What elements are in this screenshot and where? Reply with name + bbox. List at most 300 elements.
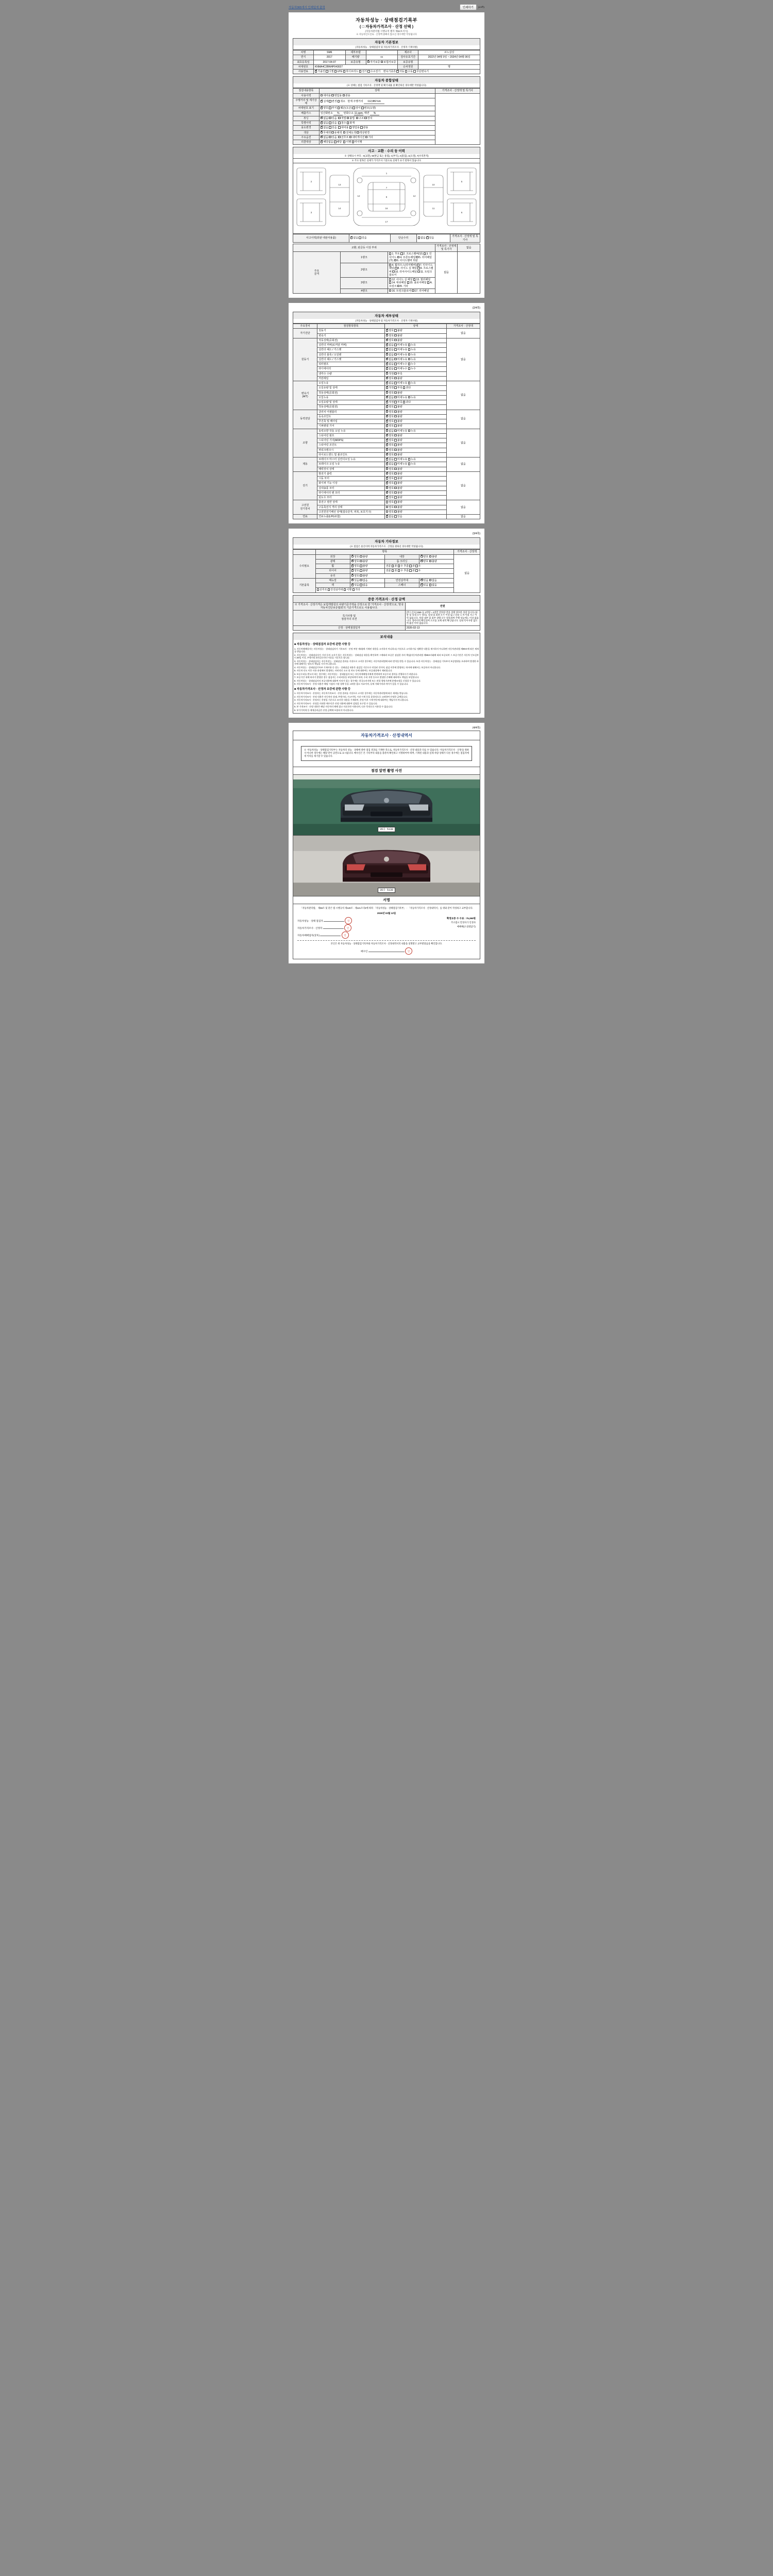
checkbox-selected[interactable]: [321, 122, 323, 124]
checkbox[interactable]: [343, 131, 346, 134]
checkbox[interactable]: [334, 141, 337, 143]
checkbox[interactable]: [408, 353, 411, 356]
option-label: 기타: [368, 135, 373, 139]
checkbox[interactable]: [408, 367, 411, 370]
checkbox-selected[interactable]: [386, 353, 389, 356]
checkbox-selected[interactable]: [321, 141, 323, 143]
checkbox[interactable]: [394, 382, 397, 384]
checkbox[interactable]: [408, 358, 411, 361]
checkbox-selected[interactable]: [386, 339, 389, 342]
checkbox-selected[interactable]: [351, 579, 354, 582]
checkbox[interactable]: [317, 588, 320, 591]
checkbox[interactable]: [389, 278, 392, 281]
item-options[interactable]: [384, 329, 446, 333]
checkbox[interactable]: [394, 396, 397, 399]
print-button[interactable]: 인쇄하기: [460, 4, 477, 10]
checkbox-selected[interactable]: [386, 392, 389, 394]
wheel-options[interactable]: [384, 564, 453, 569]
svg-text:17: 17: [385, 221, 388, 224]
checkbox-selected[interactable]: [351, 574, 354, 577]
item-label: 오일유량 및 상태: [317, 386, 385, 391]
checkbox[interactable]: [389, 252, 392, 255]
checkbox[interactable]: [343, 141, 346, 143]
checkbox[interactable]: [343, 94, 345, 97]
checkbox[interactable]: [338, 107, 340, 109]
checkbox[interactable]: [418, 236, 421, 239]
checkbox-selected[interactable]: [386, 439, 389, 442]
checkbox[interactable]: [359, 236, 361, 239]
checkbox-selected[interactable]: [351, 584, 354, 586]
checkbox-selected[interactable]: [421, 560, 423, 563]
parts-options[interactable]: [388, 278, 435, 289]
checkbox[interactable]: [405, 70, 408, 73]
checkbox[interactable]: [329, 136, 331, 139]
checkbox[interactable]: [394, 344, 397, 346]
checkbox-selected[interactable]: [386, 434, 389, 437]
item-options[interactable]: [350, 554, 384, 559]
item-options[interactable]: [384, 410, 446, 414]
checkbox[interactable]: [394, 420, 397, 422]
checkbox-selected[interactable]: [421, 584, 423, 586]
checkbox[interactable]: [403, 386, 406, 389]
checkbox-selected[interactable]: [386, 401, 389, 403]
checkbox[interactable]: [386, 511, 389, 513]
checkbox[interactable]: [394, 372, 397, 375]
checkbox[interactable]: [395, 267, 397, 269]
item-options[interactable]: [384, 352, 446, 357]
tire-options[interactable]: [384, 569, 453, 573]
checkbox[interactable]: [389, 281, 392, 284]
sign-field-value[interactable]: [324, 921, 344, 922]
item-options[interactable]: [384, 438, 446, 443]
checkbox[interactable]: [394, 259, 397, 262]
item-options[interactable]: [384, 510, 446, 514]
checkbox[interactable]: [394, 449, 397, 451]
checkbox[interactable]: [365, 136, 368, 139]
checkbox[interactable]: [416, 256, 418, 259]
checkbox[interactable]: [394, 377, 397, 380]
row-options[interactable]: [349, 234, 390, 243]
checkbox-selected[interactable]: [321, 136, 323, 139]
parts-options[interactable]: [388, 289, 435, 293]
item-options[interactable]: [384, 395, 446, 400]
item-options[interactable]: [384, 467, 446, 471]
checkbox-selected[interactable]: [386, 425, 389, 427]
checkbox[interactable]: [413, 278, 416, 281]
checkbox-selected[interactable]: [386, 449, 389, 451]
checkbox[interactable]: [329, 107, 331, 109]
checkbox[interactable]: [361, 107, 364, 109]
item-options[interactable]: [384, 376, 446, 381]
checkbox[interactable]: [343, 70, 346, 73]
item-options[interactable]: [384, 429, 446, 433]
checkbox[interactable]: [415, 569, 418, 572]
option-label: 없음: [323, 116, 328, 120]
checkbox[interactable]: [326, 70, 328, 73]
checkbox[interactable]: [427, 281, 430, 284]
row-options[interactable]: [319, 121, 435, 126]
site-link[interactable]: 자동차365에서 인쇄일에 출력: [289, 6, 325, 9]
checkbox[interactable]: [394, 463, 397, 465]
checkbox[interactable]: [321, 94, 323, 97]
group-label: 연료: [293, 515, 317, 519]
checkbox[interactable]: [408, 430, 411, 432]
checkbox-selected[interactable]: [386, 468, 389, 470]
item-options[interactable]: [350, 564, 384, 569]
checkbox-selected[interactable]: [386, 329, 389, 332]
fuel-options[interactable]: [313, 70, 480, 74]
checkbox[interactable]: [359, 70, 362, 73]
checkbox[interactable]: [394, 444, 397, 446]
checkbox[interactable]: [338, 136, 341, 139]
checkbox[interactable]: [329, 100, 331, 103]
item-options[interactable]: [384, 391, 446, 395]
item-options[interactable]: [384, 381, 446, 386]
checkbox[interactable]: [352, 107, 355, 109]
checkbox-selected[interactable]: [421, 579, 423, 582]
checkbox[interactable]: [364, 117, 367, 120]
guarantee-item: 9. 자동차가격조사 · 산정 내용은 해당 시점의 시장 상황 등을 고려한 참고 자료이며, 실제 거래가격과 차이가 있을 수 있습니다.: [294, 683, 409, 686]
checkbox[interactable]: [394, 358, 397, 361]
checkbox[interactable]: [415, 565, 418, 567]
option-label: 미이행: [355, 141, 362, 144]
item-options[interactable]: [384, 500, 446, 505]
checkbox-selected[interactable]: [386, 344, 389, 346]
checkbox[interactable]: [386, 506, 389, 509]
option-label: 없음: [389, 429, 394, 433]
checkbox[interactable]: [360, 565, 362, 567]
checkbox-selected[interactable]: [386, 377, 389, 380]
checkbox-selected[interactable]: [386, 382, 389, 384]
checkbox[interactable]: [394, 511, 397, 513]
checkbox-selected[interactable]: [386, 420, 389, 422]
checkbox-selected[interactable]: [386, 496, 389, 499]
checkbox-selected[interactable]: [386, 405, 389, 408]
checkbox[interactable]: [397, 256, 400, 259]
checkbox[interactable]: [408, 382, 411, 384]
item-options[interactable]: [384, 414, 446, 419]
checkbox[interactable]: [417, 267, 420, 269]
checkbox[interactable]: [400, 252, 403, 255]
checkbox-selected[interactable]: [386, 482, 389, 484]
checkbox[interactable]: [394, 496, 397, 499]
item-options[interactable]: [350, 559, 384, 564]
checkbox[interactable]: [392, 569, 394, 572]
checkbox[interactable]: [429, 579, 432, 582]
item-label: 변속기: [317, 333, 385, 338]
checkbox[interactable]: [394, 329, 397, 332]
checkbox[interactable]: [429, 584, 432, 586]
item-options[interactable]: [384, 371, 446, 376]
checkbox[interactable]: [349, 136, 352, 139]
option-label: 실제: [323, 100, 328, 104]
checkbox[interactable]: [367, 70, 370, 73]
option-label: 있음: [331, 126, 337, 130]
checkbox[interactable]: [394, 339, 397, 342]
checkbox-selected[interactable]: [367, 61, 370, 63]
item-options[interactable]: [384, 338, 446, 343]
checkbox[interactable]: [408, 396, 411, 399]
checkbox-selected[interactable]: [351, 565, 354, 567]
warranty-options[interactable]: [366, 60, 398, 64]
checkbox[interactable]: [331, 131, 334, 134]
checkbox[interactable]: [429, 560, 432, 563]
item-options[interactable]: [384, 367, 446, 371]
checkbox[interactable]: [352, 141, 355, 143]
item-options[interactable]: [384, 515, 446, 519]
cell-value: SM6: [313, 50, 345, 55]
checkbox[interactable]: [360, 555, 362, 558]
checkbox[interactable]: [397, 285, 400, 287]
checkbox[interactable]: [394, 348, 397, 351]
checkbox[interactable]: [394, 472, 397, 475]
checkbox[interactable]: [394, 367, 397, 370]
item-options[interactable]: [384, 443, 446, 448]
item-options[interactable]: [384, 424, 446, 429]
row-options[interactable]: [319, 116, 435, 121]
row-options[interactable]: [319, 140, 435, 145]
checkbox-selected[interactable]: [351, 560, 354, 563]
parts-options[interactable]: [388, 263, 435, 278]
checkbox[interactable]: [394, 458, 397, 461]
checkbox[interactable]: [329, 122, 331, 124]
checkbox[interactable]: [394, 430, 397, 432]
option-label: 가솔린: [317, 70, 325, 73]
checkbox[interactable]: [429, 555, 432, 558]
item-options[interactable]: [384, 457, 446, 462]
checkbox[interactable]: [386, 501, 389, 503]
option-label: 미세누유: [397, 463, 408, 466]
checkbox-selected[interactable]: [386, 458, 389, 461]
checkbox-selected[interactable]: [386, 396, 389, 399]
checkbox[interactable]: [338, 126, 341, 129]
checkbox[interactable]: [394, 482, 397, 484]
option-label: 2. 크로스멤버(앞): [403, 252, 423, 256]
item-options[interactable]: [384, 357, 446, 362]
checkbox[interactable]: [417, 264, 419, 266]
checkbox[interactable]: [394, 392, 397, 394]
checkbox-selected[interactable]: [386, 415, 389, 418]
checkbox-selected[interactable]: [321, 107, 323, 109]
item-options[interactable]: [384, 386, 446, 391]
checkbox[interactable]: [360, 584, 362, 586]
checkbox[interactable]: [338, 122, 341, 124]
checkbox[interactable]: [394, 425, 397, 427]
checkbox[interactable]: [394, 434, 397, 437]
row-options[interactable]: [319, 135, 435, 140]
checkbox[interactable]: [329, 126, 331, 129]
checkbox-selected[interactable]: [386, 372, 389, 375]
checkbox[interactable]: [394, 411, 397, 413]
checkbox[interactable]: [394, 363, 397, 365]
checkbox-selected[interactable]: [386, 363, 389, 365]
checkbox-selected[interactable]: [351, 569, 354, 572]
item-options[interactable]: [350, 569, 384, 573]
item-options[interactable]: [384, 496, 446, 500]
checkbox[interactable]: [394, 453, 397, 456]
checkbox[interactable]: [398, 569, 400, 572]
checkbox[interactable]: [413, 70, 416, 73]
item-options[interactable]: [384, 486, 446, 490]
checkbox[interactable]: [394, 501, 397, 503]
checkbox-selected[interactable]: [386, 453, 389, 456]
row-options[interactable]: [319, 98, 435, 106]
item-options[interactable]: [350, 583, 384, 588]
checkbox-selected[interactable]: [426, 236, 429, 239]
checkbox-selected[interactable]: [386, 444, 389, 446]
checkbox-selected[interactable]: [386, 386, 389, 389]
item-options[interactable]: [384, 505, 446, 510]
checkbox[interactable]: [389, 264, 392, 266]
checkbox-selected[interactable]: [386, 492, 389, 494]
item-options[interactable]: [419, 583, 454, 588]
item-options[interactable]: [350, 573, 454, 578]
checkbox[interactable]: [408, 363, 411, 365]
item-options[interactable]: [419, 559, 454, 564]
checkbox[interactable]: [412, 290, 414, 292]
checkbox[interactable]: [381, 61, 383, 63]
checkbox-selected[interactable]: [386, 411, 389, 413]
checkbox[interactable]: [347, 122, 349, 124]
checkbox[interactable]: [356, 117, 359, 120]
item-options[interactable]: [384, 362, 446, 367]
checkbox[interactable]: [392, 565, 394, 567]
checkbox[interactable]: [408, 344, 411, 346]
checkbox[interactable]: [394, 353, 397, 356]
checkbox-selected[interactable]: [321, 100, 323, 103]
row-options[interactable]: [416, 234, 450, 243]
checkbox[interactable]: [407, 281, 410, 284]
checkbox[interactable]: [389, 290, 392, 292]
item-options[interactable]: [384, 462, 446, 467]
item-options[interactable]: [384, 481, 446, 486]
checkbox[interactable]: [349, 126, 352, 129]
checkbox[interactable]: [394, 334, 397, 337]
checkbox[interactable]: [403, 401, 406, 403]
checkbox[interactable]: [409, 569, 412, 572]
checkbox[interactable]: [394, 515, 397, 518]
checkbox-selected[interactable]: [386, 430, 389, 432]
checkbox[interactable]: [344, 588, 346, 591]
item-options[interactable]: [384, 348, 446, 352]
option-label: 선루프: [341, 135, 349, 139]
checkbox[interactable]: [408, 463, 411, 465]
basic-extra-options[interactable]: [315, 588, 454, 592]
checkbox[interactable]: [360, 560, 362, 563]
option-label: 17. 리어패널: [414, 289, 429, 293]
checkbox[interactable]: [408, 458, 411, 461]
checkbox[interactable]: [417, 270, 420, 273]
checkbox[interactable]: [408, 348, 411, 351]
item-options[interactable]: [384, 471, 446, 476]
checkbox-selected[interactable]: [386, 334, 389, 337]
item-options[interactable]: [384, 490, 446, 495]
checkbox[interactable]: [409, 565, 412, 567]
row-options[interactable]: [319, 106, 435, 111]
checkbox-selected[interactable]: [386, 487, 389, 489]
row-options[interactable]: [319, 93, 435, 98]
checkbox[interactable]: [394, 405, 397, 408]
parts-options[interactable]: [388, 252, 435, 263]
option-label: 미세누유: [397, 396, 408, 399]
checkbox-selected[interactable]: [386, 477, 389, 480]
item-options[interactable]: [384, 405, 446, 410]
checkbox[interactable]: [394, 487, 397, 489]
section-price-title: 증증 가격조사 · 산정 금액: [293, 595, 480, 602]
checkbox-selected[interactable]: [386, 515, 389, 518]
checkbox[interactable]: [394, 492, 397, 494]
checkbox[interactable]: [394, 506, 397, 509]
checkbox[interactable]: [424, 252, 426, 255]
item-options[interactable]: [419, 554, 454, 559]
checkbox[interactable]: [394, 477, 397, 480]
checkbox[interactable]: [347, 117, 349, 120]
sign-field-value[interactable]: [323, 928, 344, 929]
item-options[interactable]: [384, 452, 446, 457]
checkbox[interactable]: [329, 117, 331, 120]
item-options[interactable]: [384, 477, 446, 481]
main-frame-label: 주요 골격: [293, 252, 341, 294]
checkbox-selected[interactable]: [351, 555, 354, 558]
guarantee-item: 4. 자동차성능 · 상태점검기록부 기재사항 중 성능 · 상태점검 내용은 점검일 기준으로 작성된 것이며, 점검 이후에 발생하는 하자에 대해서는 보증하지 아니합니다.: [294, 666, 441, 669]
checkbox[interactable]: [338, 100, 340, 103]
item-options[interactable]: [384, 343, 446, 348]
item-options[interactable]: [350, 578, 384, 583]
checkbox[interactable]: [360, 579, 362, 582]
checkbox[interactable]: [398, 565, 400, 567]
guarantee-item: 4. 자동차가격조사 · 산정을 의뢰한 매수인은 산정 내용에 대하여 설명을 요구할 수 있습니다.: [294, 702, 378, 705]
item-options[interactable]: [384, 400, 446, 405]
checkbox-selected[interactable]: [315, 70, 317, 73]
item-options[interactable]: [384, 448, 446, 452]
checkbox-selected[interactable]: [321, 117, 323, 120]
checkbox-selected[interactable]: [386, 358, 389, 361]
checkbox[interactable]: [360, 126, 363, 129]
checkbox[interactable]: [394, 439, 397, 442]
checkbox[interactable]: [394, 468, 397, 470]
checkbox-selected[interactable]: [386, 367, 389, 370]
checkbox-selected[interactable]: [396, 70, 399, 73]
price-note: 없음: [446, 515, 480, 519]
row-options[interactable]: [319, 126, 435, 130]
checkbox-selected[interactable]: [321, 131, 323, 134]
checkbox[interactable]: [360, 574, 362, 577]
item-options[interactable]: [384, 333, 446, 338]
checkbox[interactable]: [360, 569, 362, 572]
checkbox-selected[interactable]: [386, 463, 389, 465]
checkbox[interactable]: [357, 131, 359, 134]
checkbox-selected[interactable]: [386, 348, 389, 351]
checkbox[interactable]: [328, 588, 330, 591]
checkbox[interactable]: [331, 94, 334, 97]
item-options[interactable]: [384, 419, 446, 424]
checkbox[interactable]: [334, 70, 337, 73]
row-options[interactable]: [319, 130, 435, 135]
checkbox[interactable]: [394, 401, 397, 403]
checkbox[interactable]: [338, 117, 341, 120]
checkbox[interactable]: [394, 415, 397, 418]
accident-note-2: ※ 주요 항목은 실제가 가격조사 기준으로 실제가 표기 항목이 있습니다.: [293, 159, 480, 163]
checkbox[interactable]: [392, 270, 395, 273]
item-options[interactable]: [419, 578, 454, 583]
checkbox[interactable]: [352, 588, 355, 591]
checkbox[interactable]: [394, 386, 397, 389]
checkbox-selected[interactable]: [321, 126, 323, 129]
checkbox-selected[interactable]: [386, 472, 389, 475]
checkbox-selected[interactable]: [421, 555, 423, 558]
item-options[interactable]: [384, 433, 446, 438]
checkbox-selected[interactable]: [350, 236, 353, 239]
